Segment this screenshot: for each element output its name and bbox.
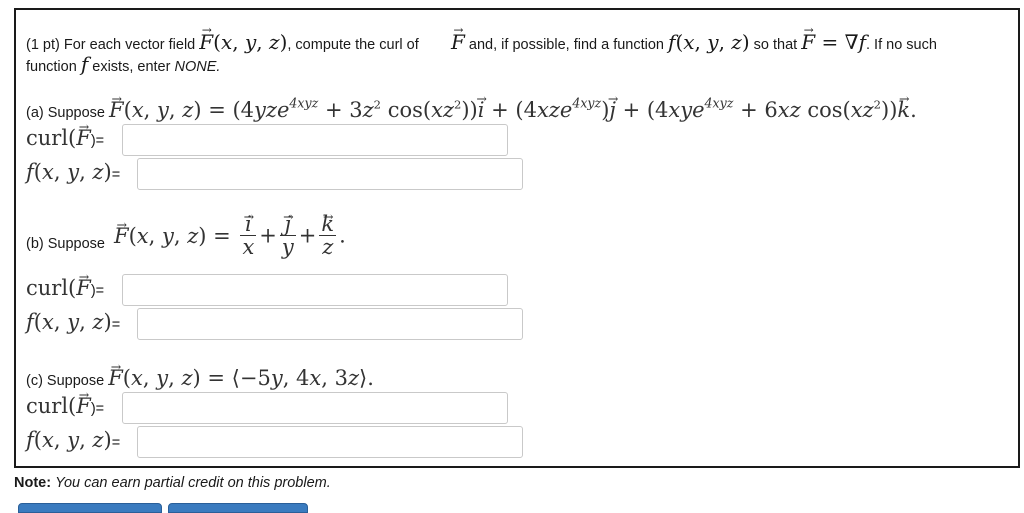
curl-close: )=	[90, 401, 105, 417]
intro-line2-f: f	[80, 52, 89, 76]
part-a-label: (a) Suppose	[26, 105, 105, 121]
note-bold: Note:	[14, 475, 52, 491]
curl-text: curl(	[26, 394, 77, 418]
part-b-statement	[26, 236, 105, 252]
part-a-field: → F(x, y, $z) = (4yze^{4xyz} + 3z^2$ $\cos(xz^2))\to i + (4xze^{4xyz})\to j + (4xye^{4xyz} + 6xz$ $\cos(xz^2))\to k$.	[109, 98, 917, 122]
part-b-curl-label: curl(→ F)=	[26, 276, 104, 300]
part-a-f-label: f(x, y, z)=	[26, 160, 121, 184]
part-b-f-input[interactable]	[137, 308, 523, 340]
intro-f-func: f(x, y, z)	[668, 30, 750, 54]
part-c-f-label: f(x, y, z)=	[26, 428, 121, 452]
intro-part2	[451, 30, 937, 54]
intro-grad-expr: → F = ∇f	[801, 30, 866, 54]
part-b-field: → F(x, y, z) = → $\frac{i}{x}$ + → $\frac{j}{y}$ + → $\frac{k}{z}$ .	[114, 213, 346, 258]
part-a-curl-input[interactable]	[122, 124, 508, 156]
curl-close: )=	[90, 283, 105, 299]
intro-f-vec: → F	[451, 30, 465, 54]
intro-line2-a: function	[26, 59, 77, 75]
submit-button-partial[interactable]	[18, 503, 162, 513]
part-c-curl-input[interactable]	[122, 392, 508, 424]
none-word: NONE.	[174, 59, 221, 75]
intro-line2-b: exists, enter	[92, 59, 171, 75]
part-b-label: (b) Suppose	[26, 236, 105, 252]
intro-text-b: , compute the curl of	[287, 37, 419, 53]
part-b-curl-input[interactable]	[122, 274, 508, 306]
part-c-field: → F(x, y, z) = ⟨−5y, 4x, 3z⟩.	[108, 366, 374, 390]
part-a-curl-label: curl(→ F)=	[26, 126, 104, 150]
problem-intro	[26, 30, 419, 54]
curl-close: )=	[90, 133, 105, 149]
part-b-f-label: f(x, y, z)=	[26, 310, 121, 334]
intro-text-c: and, if possible, find a function	[468, 37, 664, 53]
curl-text: curl(	[26, 276, 77, 300]
preview-button-partial[interactable]	[168, 503, 308, 513]
part-c-label: (c) Suppose	[26, 373, 105, 389]
problem-intro-line2	[26, 52, 220, 76]
part-c-f-input[interactable]	[137, 426, 523, 458]
note	[14, 475, 331, 491]
curl-text: curl(	[26, 126, 77, 150]
intro-text-e: . If no such	[865, 37, 937, 53]
intro-field-expr: → F(x, y, z)	[199, 30, 287, 54]
note-text: You can earn partial credit on this problem.	[55, 475, 331, 491]
part-a-f-input[interactable]	[137, 158, 523, 190]
part-a-statement	[26, 95, 917, 122]
intro-text-a: For each vector field	[63, 37, 196, 53]
part-c-curl-label: curl(→ F)=	[26, 394, 104, 418]
intro-text-d: so that	[753, 37, 798, 53]
points-label: (1 pt)	[26, 37, 60, 53]
